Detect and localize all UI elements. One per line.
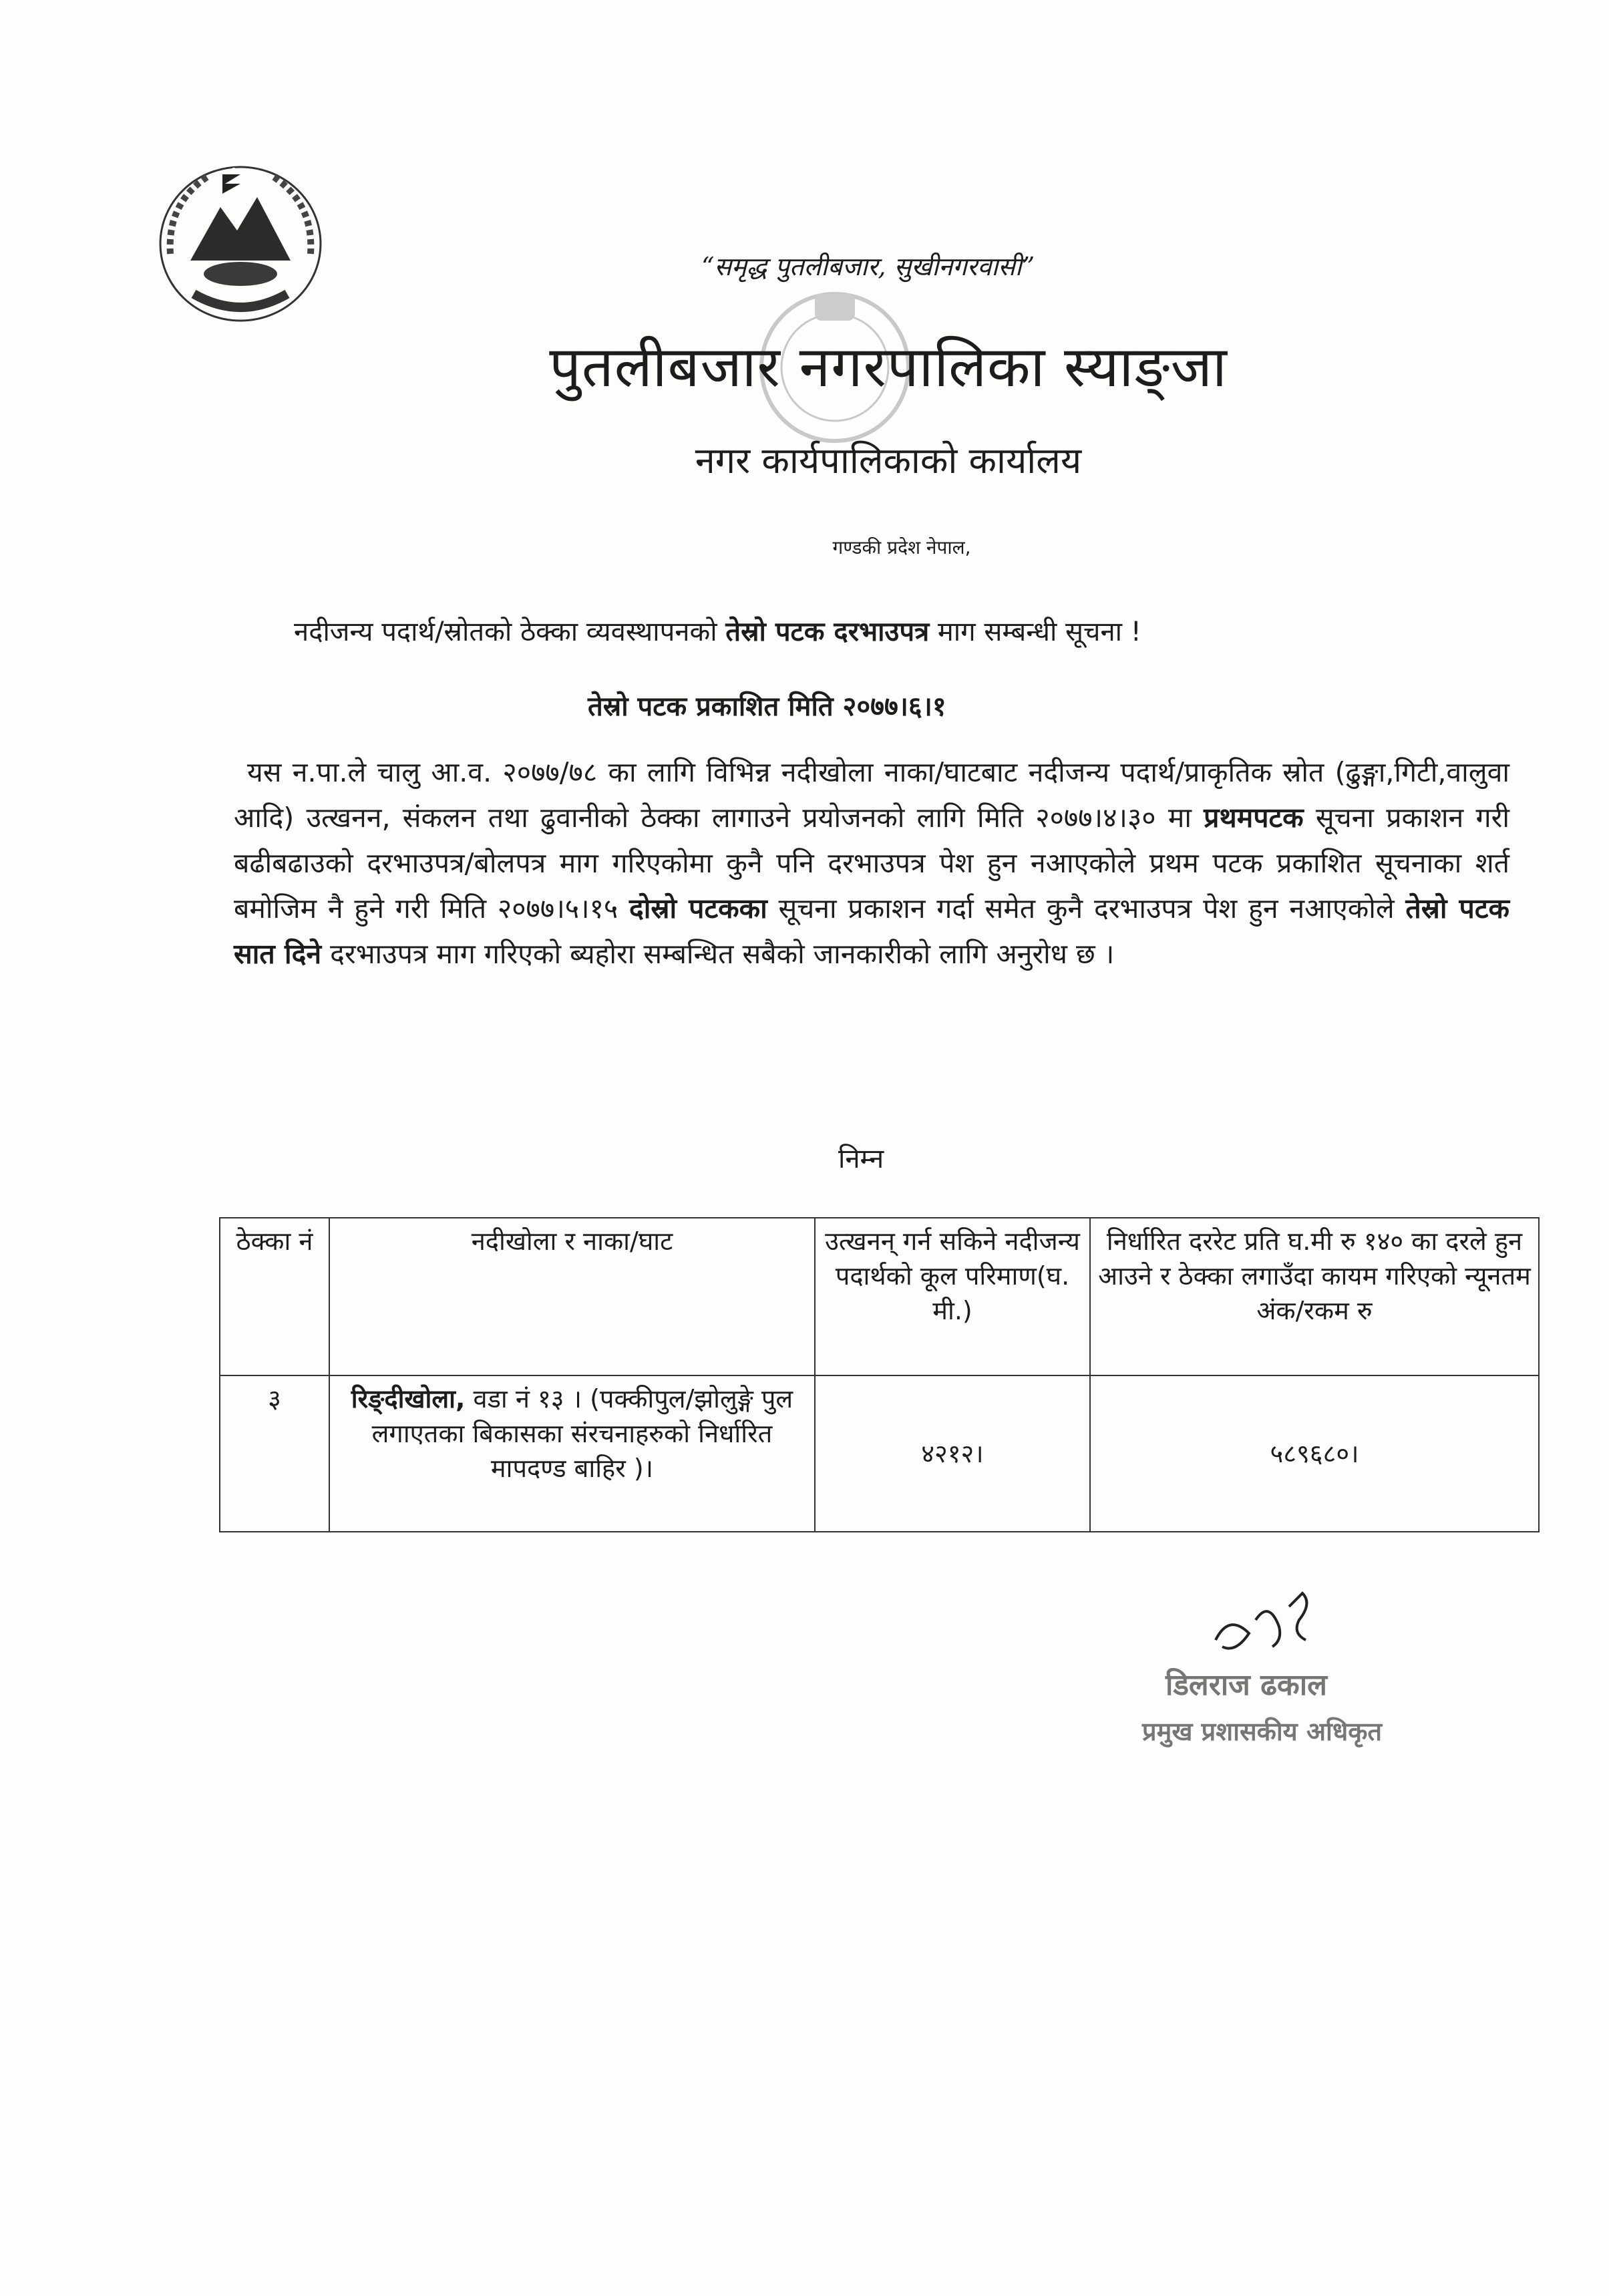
notice-heading: नदीजन्य पदार्थ/स्रोतको ठेक्का व्यवस्थापनको तेस्रो पटक दरभाउपत्र माग सम्बन्धी सूचना ! (294, 617, 1141, 647)
header-min-amount: निर्धारित दररेट प्रति घ.मी रु १४० का दरले हुन आउने र ठेक्का लगाउँदा कायम गरिएको न्यूनतम अंक/रकम रु (1090, 1218, 1539, 1375)
header-quantity: उत्खनन् गर्न सकिने नदीजन्य पदार्थको कूल परिमाण(घ. मी.) (815, 1218, 1090, 1375)
cell-amount: ५८९६८०। (1090, 1375, 1539, 1532)
signatory-title: प्रमुख प्रशासकीय अधिकृत (1142, 1717, 1383, 1746)
organization-title: पुतलीबजार नगरपालिका स्याङ्जा (549, 334, 1228, 399)
cell-contract-no: ३ (220, 1375, 329, 1532)
below-label: निम्न (838, 1144, 884, 1174)
published-date: तेस्रो पटक प्रकाशित मिति २०७७।६।१ (588, 691, 946, 722)
cell-quantity: ४२१२। (815, 1375, 1090, 1532)
contract-table (219, 1217, 1540, 1532)
table-row (220, 1375, 1539, 1532)
municipality-motto: “समृद्ध पुतलीबजार, सुखीनगरवासी” (701, 252, 1035, 281)
table-header-row (220, 1218, 1539, 1375)
province-name: गण्डकी प्रदेश नेपाल, (832, 536, 971, 558)
cell-river-site: रिङ्दीखोला, वडा नं १३ । (पक्कीपुल/झोलुङ्गे पुल लगाएतका बिकासका संरचनाहरुको निर्धारित मापदण्ड बाहिर )। (329, 1375, 815, 1532)
notice-body: यस न.पा.ले चालु आ.व. २०७७/७८ का लागि विभिन्न नदीखोला नाका/घाटबाट नदीजन्य पदार्थ/प्राकृतिक स्रोत (ढुङ्गा,गिटी,वालुवा आदि) उत्खनन, संकलन तथा ढुवानीको ठेक्का लागाउने प्रयोजनको लागि मिति २०७७।४।३० मा प्रथमपटक सूचना प्रकाशन गरी बढीबढाउको दरभाउपत्र/बोलपत्र माग गरिएकोमा कुनै पनि दरभाउपत्र पेश हुन नआएकोले प्रथम पटक प्रकाशित सूचनाका शर्त बमोजिम नै हुने गरी मिति २०७७।५।१५ दोस्रो पटकका सूचना प्रकाशन गर्दा समेत कुनै दरभाउपत्र पेश हुन नआएकोले तेस्रो पटक सात दिने दरभाउपत्र माग गरिएको ब्यहोरा सम्बन्धित सबैको जानकारीको लागि अनुरोध छ । (234, 756, 1509, 970)
header-contract-no: ठेक्का नं (220, 1218, 329, 1375)
office-name: नगर कार्यपालिकाको कार्यालय (695, 440, 1082, 482)
signatory-name: डिलराज ढकाल (1166, 1668, 1327, 1702)
nepal-emblem-icon (144, 144, 337, 331)
header-river-site: नदीखोला र नाका/घाट (329, 1218, 815, 1375)
